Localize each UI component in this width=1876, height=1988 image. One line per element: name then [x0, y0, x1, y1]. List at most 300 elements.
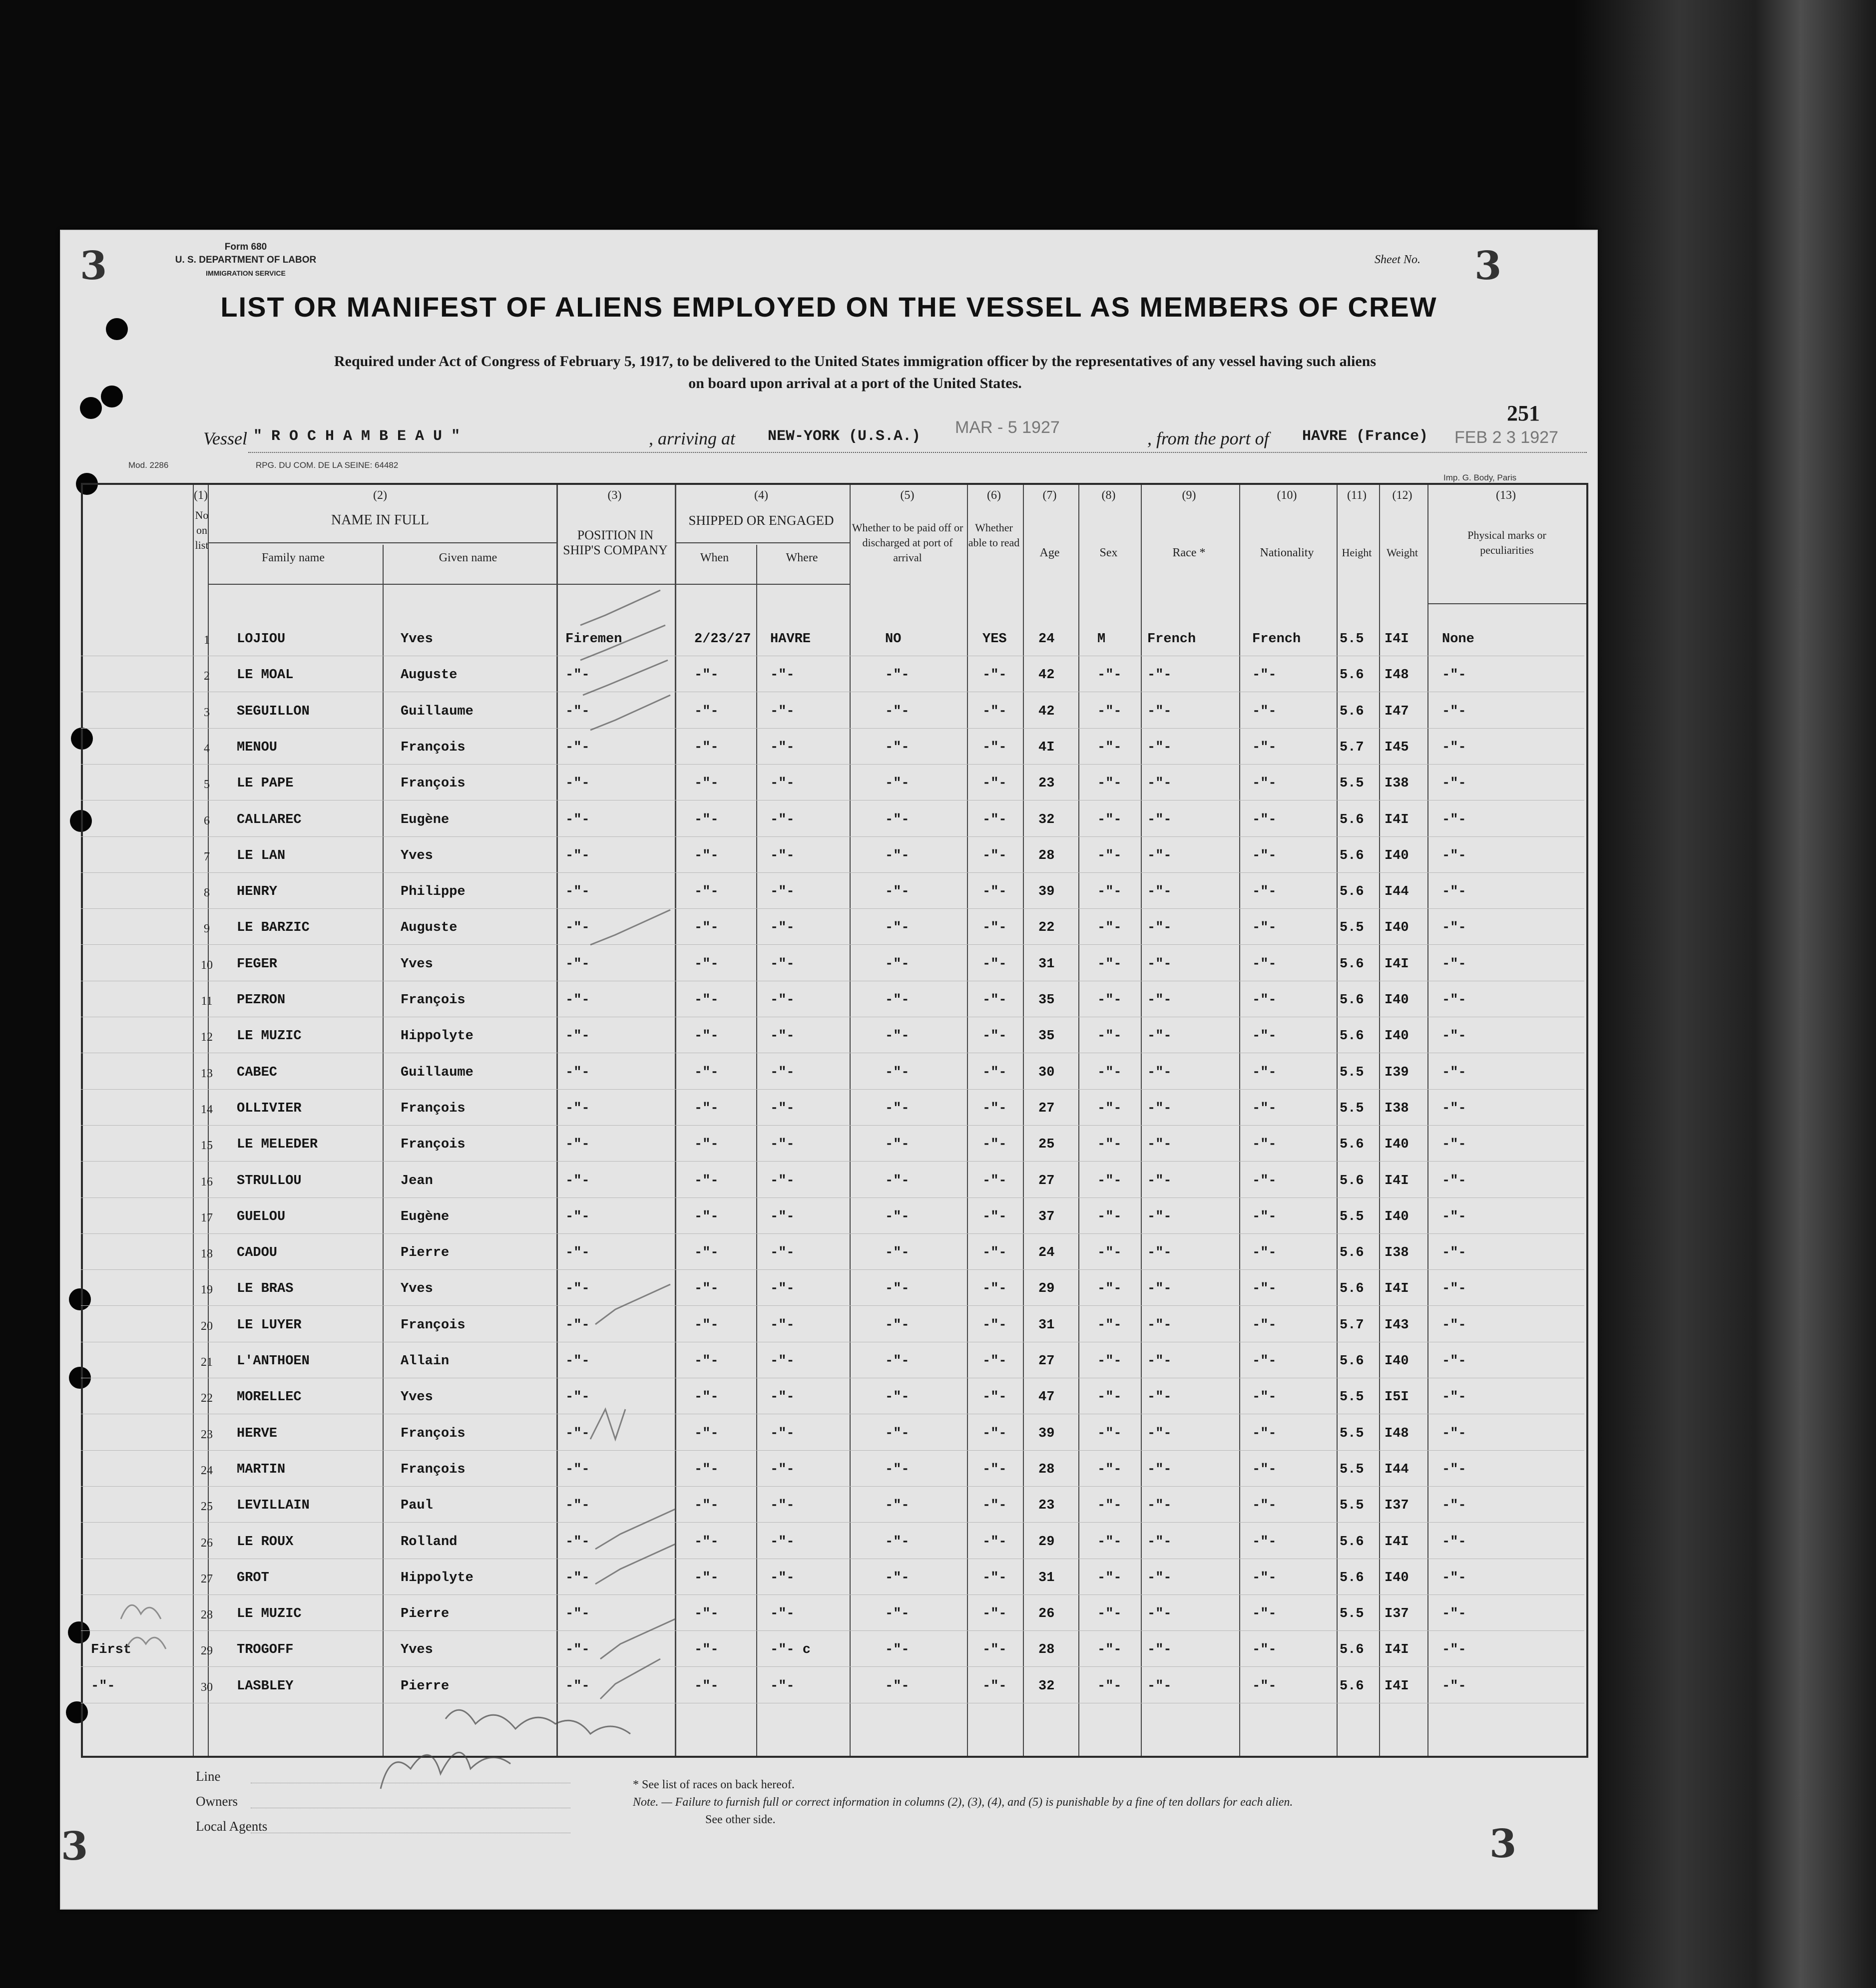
cell-given: Yves: [401, 1281, 433, 1297]
corner-number: 3: [1489, 1821, 1517, 1867]
cell-height: 5.6: [1340, 1173, 1364, 1189]
corner-number: 3: [61, 1824, 88, 1869]
cell-height: 5.6: [1340, 1570, 1364, 1586]
col-6-label: Whether able to read: [968, 521, 1020, 549]
cell-where: -"-: [770, 1065, 795, 1080]
cell-where: -"-: [770, 1281, 795, 1297]
footnote-penalty: Note. — Failure to furnish full or correct information in columns (2), (3), (4), and (5) is punishable by a fine of ten dollars for each alien.: [633, 1796, 1293, 1809]
cell-read: -"-: [982, 1137, 1007, 1153]
cell-height: 5.6: [1340, 1029, 1364, 1044]
cell-when: 2/23/27: [694, 632, 751, 647]
cell-race: -"-: [1147, 1029, 1172, 1044]
cell-when: -"-: [694, 920, 719, 936]
cell-no: 22: [201, 1392, 213, 1405]
col-8-num: (8): [1101, 489, 1116, 502]
col-divider: [1078, 485, 1079, 1756]
vessel-line: [203, 418, 1592, 456]
cell-no: 13: [201, 1067, 213, 1080]
cell-given: François: [401, 1137, 466, 1153]
cell-family: LASBLEY: [237, 1678, 294, 1694]
cell-position: -"-: [565, 1029, 590, 1044]
cell-weight: I4I: [1385, 1642, 1409, 1658]
cell-position: -"-: [565, 704, 590, 719]
cell-marks: -"-: [1442, 1678, 1466, 1694]
cell-read: -"-: [982, 1642, 1007, 1658]
cell-when: -"-: [694, 1570, 719, 1586]
cell-paid: -"-: [885, 1101, 910, 1116]
cell-marks: -"-: [1442, 1209, 1466, 1224]
cell-paid: -"-: [885, 668, 910, 683]
cell-read: -"-: [982, 1498, 1007, 1514]
row-rule: [81, 1233, 1584, 1234]
cell-no: 24: [201, 1464, 213, 1477]
cell-family: LE MOAL: [237, 668, 294, 683]
col-divider: [967, 485, 968, 1756]
cell-no: 26: [201, 1536, 213, 1550]
cell-paid: -"-: [885, 1390, 910, 1405]
row-rule: [81, 872, 1584, 873]
cell-age: 23: [1038, 1498, 1055, 1514]
cell-weight: I44: [1385, 884, 1409, 900]
col-6-num: (6): [987, 489, 1001, 502]
cell-weight: I4I: [1385, 1281, 1409, 1297]
cell-marks: -"-: [1442, 848, 1466, 863]
cell-weight: I40: [1385, 1570, 1409, 1586]
cell-race: -"-: [1147, 956, 1172, 972]
cell-where: -"-: [770, 920, 795, 936]
cell-family: LOJIOU: [237, 632, 286, 647]
row-rule: [81, 836, 1584, 837]
cell-read: -"-: [982, 812, 1007, 827]
cell-given: Eugène: [401, 812, 450, 827]
row-rule: [81, 728, 1584, 729]
col-2b-label: Given name: [439, 551, 497, 564]
cell-age: 31: [1038, 1570, 1055, 1586]
col-10-num: (10): [1277, 489, 1297, 502]
handwritten-initials: [106, 1589, 186, 1669]
cell-height: 5.6: [1340, 1245, 1364, 1261]
cell-race: -"-: [1147, 993, 1172, 1008]
cell-marks: -"-: [1442, 1354, 1466, 1369]
col-3-label: POSITION IN SHIP'S COMPANY: [563, 528, 668, 557]
col-12-num: (12): [1392, 489, 1412, 502]
sheet-number: 3: [1474, 243, 1502, 289]
cell-when: -"-: [694, 993, 719, 1008]
cell-where: -"-: [770, 1209, 795, 1224]
cell-sex: -"-: [1097, 1498, 1122, 1514]
cell-sex: -"-: [1097, 884, 1122, 900]
cell-height: 5.5: [1340, 920, 1364, 936]
cell-read: -"-: [982, 1101, 1007, 1116]
cell-given: Eugène: [401, 1209, 450, 1224]
cell-weight: I38: [1385, 1245, 1409, 1261]
cell-no: 9: [204, 922, 210, 936]
cell-height: 5.5: [1340, 776, 1364, 792]
cell-race: -"-: [1147, 1317, 1172, 1333]
cell-no: 16: [201, 1175, 213, 1189]
cell-when: -"-: [694, 1534, 719, 1550]
cell-read: -"-: [982, 1426, 1007, 1441]
cell-paid: -"-: [885, 812, 910, 827]
cell-where: -"-: [770, 1101, 795, 1116]
cell-age: 39: [1038, 884, 1055, 900]
cell-race: -"-: [1147, 1642, 1172, 1658]
col-2-label: NAME IN FULL: [331, 512, 429, 528]
cell-read: -"-: [982, 956, 1007, 972]
cell-paid: -"-: [885, 1281, 910, 1297]
cell-position: -"-: [565, 1173, 590, 1189]
cell-marks: -"-: [1442, 1101, 1466, 1116]
cell-when: -"-: [694, 884, 719, 900]
cell-sex: -"-: [1097, 776, 1122, 792]
cell-when: -"-: [694, 776, 719, 792]
cell-paid: -"-: [885, 993, 910, 1008]
cell-family: LE BARZIC: [237, 920, 310, 936]
cell-position: -"-: [565, 848, 590, 863]
cell-age: 30: [1038, 1065, 1055, 1080]
handwritten-checkmarks: [560, 560, 760, 1809]
cell-no: 1: [204, 634, 210, 647]
footer-owners-label: Owners: [196, 1794, 238, 1809]
cell-nationality: -"-: [1252, 1606, 1277, 1622]
cell-paid: -"-: [885, 1065, 910, 1080]
col-13-num: (13): [1496, 489, 1516, 502]
cell-weight: I48: [1385, 668, 1409, 683]
cell-family: CALLAREC: [237, 812, 302, 827]
cell-where: -"-: [770, 776, 795, 792]
cell-weight: I45: [1385, 740, 1409, 755]
row-annotation: First: [91, 1642, 132, 1658]
cell-read: -"-: [982, 1065, 1007, 1080]
cell-marks: -"-: [1442, 740, 1466, 755]
cell-where: -"-: [770, 1354, 795, 1369]
cell-where: -"-: [770, 1678, 795, 1694]
col-7-num: (7): [1042, 489, 1057, 502]
cell-weight: I40: [1385, 1354, 1409, 1369]
cell-marks: -"-: [1442, 1534, 1466, 1550]
cell-position: -"-: [565, 993, 590, 1008]
cell-marks: -"-: [1442, 1570, 1466, 1586]
cell-given: Yves: [401, 1642, 433, 1658]
col-divider: [1379, 485, 1380, 1756]
cell-when: -"-: [694, 1606, 719, 1622]
cell-sex: -"-: [1097, 1137, 1122, 1153]
cell-marks: -"-: [1442, 704, 1466, 719]
cell-marks: -"-: [1442, 956, 1466, 972]
cell-family: CADOU: [237, 1245, 278, 1261]
cell-paid: -"-: [885, 1317, 910, 1333]
cell-no: 17: [201, 1211, 213, 1224]
cell-sex: -"-: [1097, 1570, 1122, 1586]
cell-age: 27: [1038, 1101, 1055, 1116]
cell-given: Jean: [401, 1173, 433, 1189]
col-7-label: Age: [1039, 546, 1060, 559]
cell-race: -"-: [1147, 920, 1172, 936]
cell-race: -"-: [1147, 1101, 1172, 1116]
cell-family: HENRY: [237, 884, 278, 900]
cell-position: -"-: [565, 1245, 590, 1261]
cell-race: -"-: [1147, 812, 1172, 827]
cell-height: 5.5: [1340, 1390, 1364, 1405]
cell-height: 5.5: [1340, 1101, 1364, 1116]
cell-family: STRULLOU: [237, 1173, 302, 1189]
cell-where: -"-: [770, 956, 795, 972]
cell-paid: -"-: [885, 1606, 910, 1622]
cell-when: -"-: [694, 1209, 719, 1224]
row-divider: [675, 542, 850, 543]
cell-weight: I40: [1385, 1029, 1409, 1044]
cell-sex: -"-: [1097, 704, 1122, 719]
cell-nationality: -"-: [1252, 1317, 1277, 1333]
cell-family: MORELLEC: [237, 1390, 302, 1405]
cell-paid: -"-: [885, 884, 910, 900]
cell-given: Rolland: [401, 1534, 458, 1550]
cell-family: FEGER: [237, 956, 278, 972]
cell-no: 23: [201, 1428, 213, 1441]
cell-marks: None: [1442, 632, 1474, 647]
cell-position: -"-: [565, 1642, 590, 1658]
cell-read: -"-: [982, 1029, 1007, 1044]
cell-position: -"-: [565, 776, 590, 792]
cell-nationality: -"-: [1252, 956, 1277, 972]
cell-weight: I4I: [1385, 632, 1409, 647]
cell-family: CABEC: [237, 1065, 278, 1080]
cell-marks: -"-: [1442, 884, 1466, 900]
cell-no: 3: [204, 706, 210, 719]
row-rule: [81, 1450, 1584, 1451]
cell-read: -"-: [982, 1245, 1007, 1261]
cell-sex: -"-: [1097, 1029, 1122, 1044]
cell-weight: I5I: [1385, 1390, 1409, 1405]
cell-sex: -"-: [1097, 1678, 1122, 1694]
cell-when: -"-: [694, 1173, 719, 1189]
cell-weight: I4I: [1385, 956, 1409, 972]
cell-weight: I40: [1385, 1209, 1409, 1224]
cell-position: -"-: [565, 1209, 590, 1224]
cell-weight: I4I: [1385, 812, 1409, 827]
cell-sex: -"-: [1097, 1426, 1122, 1441]
row-rule: [81, 1522, 1584, 1523]
cell-no: 29: [201, 1644, 213, 1658]
cell-race: -"-: [1147, 704, 1172, 719]
cell-where: -"-: [770, 1245, 795, 1261]
col-divider: [1141, 485, 1142, 1756]
cell-age: 31: [1038, 1317, 1055, 1333]
col-divider: [1337, 485, 1338, 1756]
cell-weight: I40: [1385, 848, 1409, 863]
cell-race: -"-: [1147, 1426, 1172, 1441]
cell-height: 5.6: [1340, 956, 1364, 972]
cell-age: 31: [1038, 956, 1055, 972]
cell-paid: -"-: [885, 1354, 910, 1369]
col-11-label: Height: [1342, 546, 1372, 559]
cell-read: -"-: [982, 1317, 1007, 1333]
cell-position: -"-: [565, 740, 590, 755]
cell-sex: -"-: [1097, 1245, 1122, 1261]
cell-height: 5.6: [1340, 1137, 1364, 1153]
cell-marks: -"-: [1442, 1173, 1466, 1189]
cell-sex: M: [1097, 632, 1106, 647]
cell-given: Yves: [401, 956, 433, 972]
col-10-label: Nationality: [1260, 546, 1314, 559]
cell-when: -"-: [694, 1245, 719, 1261]
cell-where: -"-: [770, 884, 795, 900]
cell-when: -"-: [694, 812, 719, 827]
sheet-label: Sheet No.: [1375, 253, 1420, 266]
col-3-num: (3): [607, 489, 622, 502]
cell-weight: I37: [1385, 1606, 1409, 1622]
cell-marks: -"-: [1442, 776, 1466, 792]
registry: RPG. DU COM. DE LA SEINE: 64482: [256, 460, 399, 470]
cell-when: -"-: [694, 1137, 719, 1153]
cell-where: -"-: [770, 1317, 795, 1333]
cell-when: -"-: [694, 848, 719, 863]
row-rule: [81, 1594, 1584, 1595]
cell-no: 21: [201, 1356, 213, 1369]
cell-sex: -"-: [1097, 1101, 1122, 1116]
cell-nationality: -"-: [1252, 740, 1277, 755]
cell-height: 5.5: [1340, 1209, 1364, 1224]
cell-position: -"-: [565, 668, 590, 683]
cell-sex: -"-: [1097, 1209, 1122, 1224]
cell-sex: -"-: [1097, 740, 1122, 755]
cell-marks: -"-: [1442, 920, 1466, 936]
cell-age: 24: [1038, 1245, 1055, 1261]
cell-when: -"-: [694, 1678, 719, 1694]
cell-given: Yves: [401, 632, 433, 647]
cell-age: 32: [1038, 812, 1055, 827]
cell-race: -"-: [1147, 848, 1172, 863]
cell-position: -"-: [565, 1534, 590, 1550]
cell-marks: -"-: [1442, 1281, 1466, 1297]
cell-paid: -"-: [885, 1245, 910, 1261]
cell-family: LE MUZIC: [237, 1606, 302, 1622]
cell-marks: -"-: [1442, 1065, 1466, 1080]
col-9-label: Race *: [1172, 546, 1206, 559]
cell-marks: -"-: [1442, 1498, 1466, 1514]
cell-age: 28: [1038, 848, 1055, 863]
cell-race: -"-: [1147, 1498, 1172, 1514]
cell-weight: I39: [1385, 1065, 1409, 1080]
film-edge: [1573, 0, 1876, 1988]
cell-family: GROT: [237, 1570, 269, 1586]
cell-paid: -"-: [885, 1498, 910, 1514]
col-4b-label: Where: [786, 551, 818, 564]
cell-weight: I48: [1385, 1426, 1409, 1441]
manifest-sheet: [60, 230, 1598, 1910]
cell-weight: I37: [1385, 1498, 1409, 1514]
cell-nationality: -"-: [1252, 1678, 1277, 1694]
cell-read: -"-: [982, 920, 1007, 936]
cell-given: Pierre: [401, 1606, 450, 1622]
form-number: Form 680: [224, 242, 267, 252]
cell-no: 28: [201, 1608, 213, 1622]
cell-given: Auguste: [401, 920, 458, 936]
from-label: , from the port of: [1147, 428, 1269, 448]
cell-race: -"-: [1147, 668, 1172, 683]
cell-paid: NO: [885, 632, 902, 647]
cell-race: -"-: [1147, 1462, 1172, 1477]
cell-given: Philippe: [401, 884, 466, 900]
cell-given: Paul: [401, 1498, 433, 1514]
cell-height: 5.6: [1340, 848, 1364, 863]
cell-no: 15: [201, 1139, 213, 1153]
col-divider: [850, 485, 851, 1756]
cell-no: 5: [204, 778, 210, 792]
cell-age: 27: [1038, 1173, 1055, 1189]
cell-paid: -"-: [885, 1678, 910, 1694]
col-5-num: (5): [900, 489, 915, 502]
cell-position: -"-: [565, 1462, 590, 1477]
cell-paid: -"-: [885, 740, 910, 755]
cell-no: 10: [201, 958, 213, 972]
cell-position: -"-: [565, 1101, 590, 1116]
cell-paid: -"-: [885, 1462, 910, 1477]
cell-where: -"-: [770, 1462, 795, 1477]
cell-weight: I40: [1385, 1137, 1409, 1153]
cell-age: 25: [1038, 1137, 1055, 1153]
cell-race: -"-: [1147, 884, 1172, 900]
cell-height: 5.6: [1340, 1678, 1364, 1694]
cell-sex: -"-: [1097, 1534, 1122, 1550]
cell-when: -"-: [694, 1029, 719, 1044]
cell-where: -"-: [770, 1426, 795, 1441]
arriving-label: , arriving at: [649, 428, 736, 448]
cell-read: -"-: [982, 1606, 1007, 1622]
cell-sex: -"-: [1097, 1065, 1122, 1080]
row-rule: [81, 1666, 1584, 1667]
cell-age: 28: [1038, 1462, 1055, 1477]
cell-read: -"-: [982, 740, 1007, 755]
cell-nationality: -"-: [1252, 993, 1277, 1008]
row-rule: [81, 1486, 1584, 1487]
cell-position: -"-: [565, 956, 590, 972]
cell-marks: -"-: [1442, 1390, 1466, 1405]
cell-no: 25: [201, 1500, 213, 1514]
cell-sex: -"-: [1097, 668, 1122, 683]
cell-when: -"-: [694, 1498, 719, 1514]
cell-race: -"-: [1147, 1173, 1172, 1189]
cell-read: -"-: [982, 848, 1007, 863]
col-1-num: (1): [194, 489, 208, 502]
cell-sex: -"-: [1097, 993, 1122, 1008]
cell-height: 5.6: [1340, 668, 1364, 683]
arrival-stamp: MAR - 5 1927: [955, 418, 1060, 437]
cell-when: -"-: [694, 1065, 719, 1080]
cell-given: Yves: [401, 848, 433, 863]
cell-age: 24: [1038, 632, 1055, 647]
cell-nationality: -"-: [1252, 884, 1277, 900]
col-9-num: (9): [1182, 489, 1196, 502]
cell-height: 5.6: [1340, 993, 1364, 1008]
row-rule: [81, 944, 1584, 945]
col-11-num: (11): [1347, 489, 1367, 502]
cell-position: Firemen: [565, 632, 622, 647]
cell-height: 5.7: [1340, 740, 1364, 755]
cell-height: 5.6: [1340, 704, 1364, 719]
cell-family: LE BRAS: [237, 1281, 294, 1297]
cell-race: -"-: [1147, 1065, 1172, 1080]
cell-paid: -"-: [885, 1137, 910, 1153]
cell-race: -"-: [1147, 1606, 1172, 1622]
cell-weight: I38: [1385, 776, 1409, 792]
cell-paid: -"-: [885, 704, 910, 719]
cell-read: -"-: [982, 1570, 1007, 1586]
cell-family: L'ANTHOEN: [237, 1354, 310, 1369]
row-rule: [81, 1630, 1584, 1631]
cell-where: -"-: [770, 668, 795, 683]
cell-given: Pierre: [401, 1678, 450, 1694]
